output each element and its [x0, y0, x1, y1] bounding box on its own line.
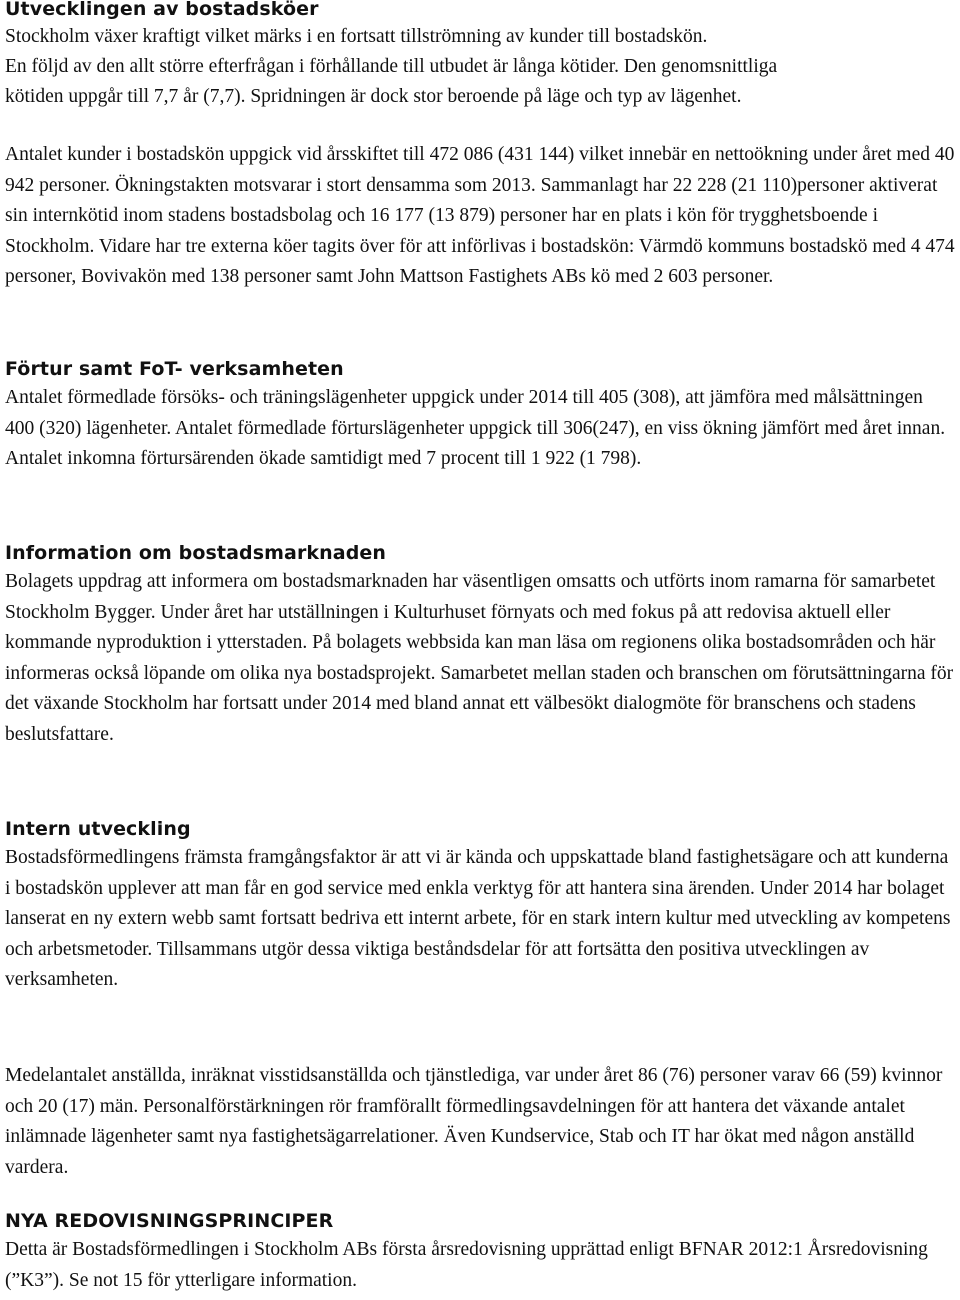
paragraph-information — [5, 567, 955, 750]
text-segment: Vidare har tre externa köer tagits över för att införlivas i bostadskön: Värmdö kommuns bostadskö med 4 474 personer, Bovivakön med 138 personer samt John Mattson Fastighets ABs kö med 2 603 personer. — [5, 235, 955, 287]
text-segment: Under året har utställningen i Kulturhuset förnyats och med fokus på att redovisa aktuell eller kommande nyproduktion i ytterstaden. — [5, 601, 891, 653]
paragraph-fortur — [5, 383, 955, 475]
text-segment: Personalförstärkningen rör framförallt förmedlingsavdelningen för att hantera det växande antalet inlämnade lägenheter samt nya fastighetsägarrelationer. — [5, 1095, 905, 1147]
text-segment: Antalet förmedlade försöks- och träningslägenheter uppgick under 2014 till 405 (308), att jämföra med målsättningen 400 (320) lägenheter. — [5, 387, 923, 439]
text-segment: Bostadsförmedlingens främsta framgångsfaktor är att vi är kända och uppskattade bland fastighetsägare och att kunderna i bostadskön upplever att man får en god service med enkla verktyg för att hantera sina ärenden. — [5, 847, 949, 899]
text-segment: På bolagets webbsida kan man läsa om regionens olika bostadsområden och här informeras också löpande om olika nya bostadsprojekt. — [5, 632, 936, 684]
text-segment: Antalet kunder i bostadskön uppgick vid årsskiftet till 472 086 (431 144) vilket innebär en nettoökning under året med 40 942 personer. — [5, 144, 955, 196]
section-redovisningsprinciper — [5, 1210, 955, 1296]
paragraph-line: En följd av den allt större efterfrågan i förhållande till utbudet är långa kötider. Den genomsnittliga — [5, 56, 778, 77]
text-segment: Även Kundservice, Stab och IT har ökat med någon anställd vardera. — [5, 1126, 915, 1178]
paragraph-medelantal — [5, 1061, 955, 1183]
paragraph-intern-utveckling — [5, 843, 955, 996]
paragraph-line-text: kötiden uppgår till 7,7 år (7,7). Spridningen är dock stor beroende på läge och typ av lägenhet. — [5, 86, 742, 107]
heading-bostadskoer: Utvecklingen av bostadsköer — [5, 0, 319, 20]
text-segment: Bolagets uppdrag att informera om bostadsmarknaden har väsentligen omsatts och utförts inom ramarna för samarbetet Stockholm Bygger. — [5, 571, 936, 623]
heading-redovisningsprinciper: NYA REDOVISNINGSPRINCIPER — [5, 1210, 334, 1232]
section-intern-utveckling — [5, 818, 955, 996]
paragraph-line: Stockholm växer kraftigt vilket märks i en fortsatt tillströmning av kunder till bostadskön. — [5, 26, 708, 47]
section-fortur — [5, 358, 955, 475]
text-segment: Ökningstakten motsvarar i stort densamma som 2013. — [114, 174, 541, 196]
paragraph-kunder — [5, 140, 955, 293]
heading-information: Information om bostadsmarknaden — [5, 542, 387, 564]
heading-intern-utveckling: Intern utveckling — [5, 818, 191, 840]
text-segment: Sammanlagt har 22 228 (21 110)personer aktiverat sin internkötid inom stadens bostadsbolag och 16 177 (13 879) personer har en plats i kön för trygghetsboende i Stockholm. — [5, 174, 938, 257]
paragraph-redovisningsprinciper: Detta är Bostadsförmedlingen i Stockholm ABs första årsredovisning upprättad enligt BFNAR 2012:1 Årsredovisning (”K3”). Se not 15 för ytterligare information. — [5, 1239, 928, 1291]
text-segment: Medelantalet anställda, inräknat visstidsanställda och tjänstlediga, var under året 86 (76) personer varav 66 (59) kvinnor och 20 (17) män. — [5, 1065, 943, 1117]
section-information — [5, 542, 955, 750]
text-segment: Samarbetet mellan staden och branschen om förutsättningarna för det växande Stockholm har fortsatt under 2014 med bland annat ett välbesökt dialogmöte för branschens och stadens beslutsfattare. — [5, 662, 954, 745]
text-segment: Under 2014 har bolaget lanserat en ny extern webb samt fortsatt bedriva ett internt arbete, för en stark intern kultur med utveckling av kompetens och arbetsmetoder. Tillsammans utgör dessa viktiga beståndsdelar för att fortsätta den positiva utvecklingen av verksamheten. — [5, 877, 951, 990]
paragraph-bostadskoer — [5, 22, 955, 112]
paragraph-line — [5, 82, 955, 112]
text-segment: Antalet inkomna förtursärenden ökade samtidigt med 7 procent till 1 922 (1 798). — [5, 448, 642, 469]
heading-fortur: Förtur samt FoT- verksamheten — [5, 358, 344, 380]
section-bostadskoer — [5, 0, 955, 112]
text-segment: Antalet förmedlade förturslägenheter uppgick till 306(247), en viss ökning jämfört med året innan. — [175, 417, 946, 439]
